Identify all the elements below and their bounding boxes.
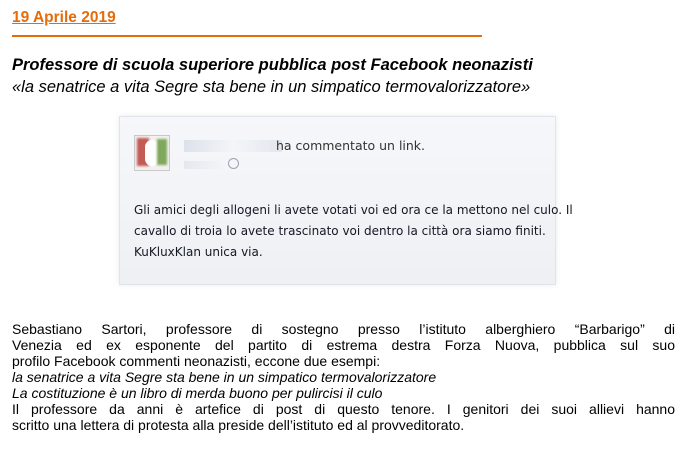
post-action-text: ha commentato un link.: [276, 138, 426, 153]
quote-1: la senatrice a vita Segre sta bene in un simpatico termovalorizzatore: [12, 369, 437, 385]
body-line: scritto una lettera di protesta alla preside dell’istituto ed al provveditorato.: [12, 417, 465, 433]
avatar: [134, 135, 170, 171]
body-line: Sebastiano Sartori, professore di sostegno presso l’istituto alberghiero “Barbarigo” di: [12, 321, 675, 337]
body-line: Venezia ed ex esponente del partito di estrema destra Forza Nuova, pubblica sul suo: [12, 337, 675, 353]
article-subheadline: «la senatrice a vita Segre sta bene in un simpatico termovalorizzatore»: [12, 78, 531, 96]
post-text: [134, 200, 573, 263]
body-line: Il professore da anni è artefice di post di questo tenore. I genitori dei suoi allievi hanno: [12, 401, 675, 417]
redacted-timestamp: [184, 161, 224, 169]
article-date: 19 Aprile 2019: [12, 9, 116, 26]
post-text-line: KuKluxKlan unica via.: [134, 245, 263, 259]
globe-icon: [228, 158, 239, 169]
date-header: [12, 9, 482, 37]
article-headline: Professore di scuola superiore pubblica post Facebook neonazisti: [12, 56, 533, 74]
post-text-line: Gli amici degli allogeni li avete votati voi ed ora ce la mettono nel culo. Il: [134, 203, 573, 217]
article-body: [12, 321, 675, 433]
quote-2: La costituzione è un libro di merda buono per pulircisi il culo: [12, 385, 383, 401]
body-line: profilo Facebook commenti neonazisti, eccone due esempi:: [12, 353, 381, 369]
redacted-author-name: [184, 140, 282, 152]
facebook-post-screenshot: [119, 116, 573, 285]
post-text-line: cavallo di troia lo avete trascinato voi dentro la città ora siamo finiti.: [134, 224, 546, 238]
